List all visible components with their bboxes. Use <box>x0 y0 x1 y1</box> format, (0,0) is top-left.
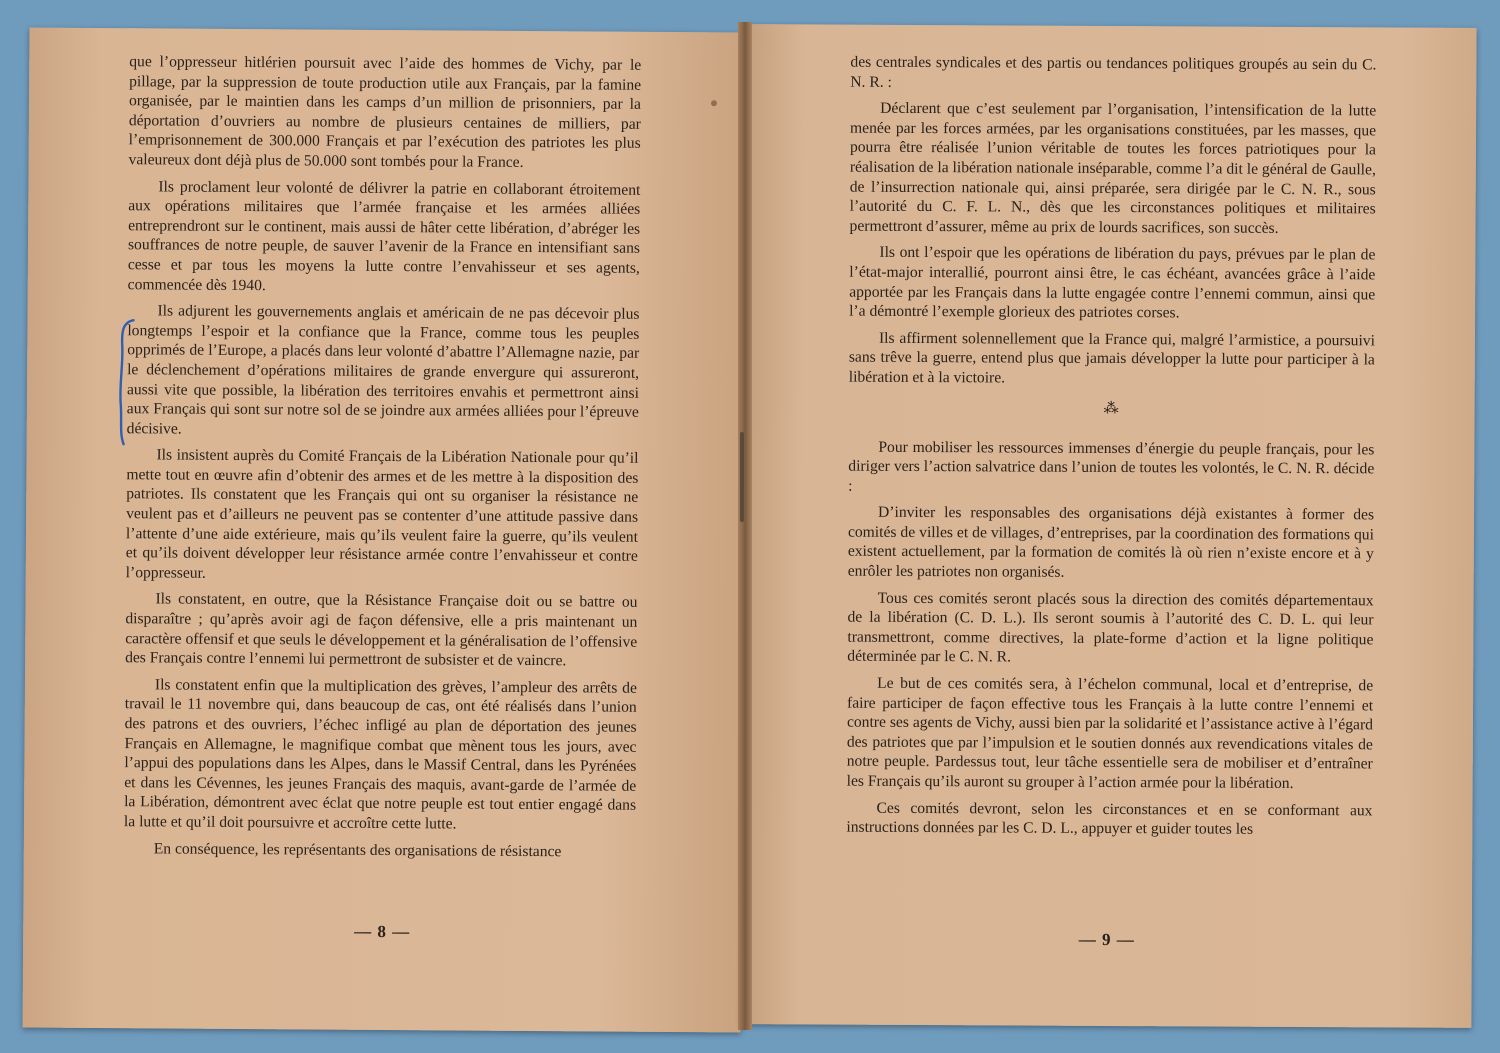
paragraph: Ils proclament leur volonté de délivrer la patrie en collaborant étroitement aux opérations militaires que l’armée française et les armées alliées entreprendront sur le continent, mais aussi de hâter cette libération, d’abréger les souffrances de notre peuple, de sauver l’avenir de la France en intensifiant sans cesse et par tous les moyens la lutte contre l’envahisseur et ses agents, commencée dès 1940. <box>127 177 641 294</box>
paragraph: Ils insistent auprès du Comité Français de la Libération Nationale pour qu’il mette tout en œuvre afin d’obtenir des armes et de les mettre à la disposition des patriotes. Ils constatent que les Français qui ont su organiser la résistance ne veulent pas et d’ailleurs ne peuvent pas se contenter d’une attitude passive dans l’attente d’une aide extérieure, mais qu’ils veulent faire la guerre, qu’ils veulent et qu’ils doivent développer leur résistance armée contre l’envahisseur et contre l’oppresseur. <box>125 446 639 582</box>
paragraph: Ils affirment solennellement que la France qui, malgré l’armistice, a poursuivi sans trêve la guerre, entend plus que jamais développer la lutte pour participer à la libération et à la victoire. <box>848 329 1376 387</box>
left-page <box>23 28 748 1033</box>
right-page-text <box>846 53 1376 848</box>
open-booklet <box>26 22 1474 1022</box>
paragraph: Pour mobiliser les ressources immenses d’énergie du peuple français, pour les diriger vers l’action salvatrice dans l’union de toutes les volontés, le C. N. R. décide : <box>848 438 1375 495</box>
paragraph: Tous ces comités seront placés sous la direction des comités départementaux de la libération (C. D. L.). Ils seront soumis à l’autorité des C. D. L. qui leur transmettront, comme directives, la plate-forme d’action et la ligne politique déterminée par le C. N. R. <box>847 589 1374 666</box>
right-page <box>741 24 1476 1028</box>
booklet-spine <box>738 22 752 1030</box>
paragraph: des centrales syndicales et des partis ou tendances politiques groupés au sein du C. N. R. : <box>850 53 1377 91</box>
paragraph: que l’oppresseur hitlérien poursuit avec l’aide des hommes de Vichy, par le pillage, par la suppression de toute production utile aux Français, par la famine organisée, par le maintien dans les camps d’un million de prisonniers, par la déportation d’ouvriers au nombre de plusieurs centaines de milliers, par l’emprisonnement de 300.000 Français et par l’exécution des patriotes les plus valeureux dont déjà plus de 50.000 sont tombés pour la France. <box>128 53 642 171</box>
paragraph: Ils adjurent les gouvernements anglais et américain de ne pas décevoir plus longtemps l’espoir et la confiance que la France, comme tous les peuples opprimés de l’Europe, a placés dans leur volonté d’abattre l’Allemagne nazie, par le déclenchement d’opérations militaires de grande envergure qui assureront, aussi vite que possible, la libération des territoires envahis et permettront ainsi aux Français qui sont sur notre sol de se joindre aux armées alliées pour l’épreuve décisive. <box>126 302 640 438</box>
left-page-text <box>124 52 642 869</box>
page-number: — 8 — <box>354 921 411 942</box>
punch-hole <box>711 100 717 106</box>
staple <box>740 432 744 522</box>
paragraph: En conséquence, les représentants des organisations de résistance <box>153 839 562 860</box>
asterism-ornament: ⁂ <box>1103 400 1120 417</box>
paragraph: Le but de ces comités sera, à l’échelon communal, local et d’entreprise, de faire participer de façon effective tous les Français à la lutte contre l’ennemi et contre ses agents de Vichy, aussi bien par la solidarité et l’assistance active à l’égard des patriotes que par l’impulsion et le soutien donnés aux revendications vitales de notre peuple. Pardessus tout, leur tâche essentielle sera de mobiliser et d’entraîner les Français qu’ils auront su grouper à l’action armée pour la libération. <box>846 674 1374 792</box>
paragraph: D’inviter les responsables des organisations déjà existantes à former des comités de villes et de villages, d’entreprises, par la coordination des formations qui existent actuellement, par la formation de comités là où rien n’existe encore et à y enrôler les patriotes non organisés. <box>847 504 1375 581</box>
paragraph: Déclarent que c’est seulement par l’organisation, l’intensification de la lutte menée par les forces armées, par les organisations constituées, par les masses, que pourra être réalisée l’union véritable de toutes les forces patriotiques pour la réalisation de la libération nationale inséparable, comme l’a dit le général de Gaulle, de l’insurrection nationale qui, ainsi préparée, sera dirigée par le C. N. R., sous l’autorité du C. F. L. N., dès que les circonstances politiques et militaires permettront d’assurer, même au prix de lourds sacrifices, son succès. <box>849 99 1377 237</box>
paragraph: Ils constatent enfin que la multiplication des grèves, l’ampleur des arrêts de travail le 11 novembre qui, dans beaucoup de cas, ont été réalisés dans l’union des patrons et des ouvriers, l’échec infligé au plan de déportation des jeunes Français en Allemagne, le magnifique combat que mènent tous les jours, avec l’appui des populations dans les Alpes, dans le Massif Central, dans les Pyrénées et dans les Cévennes, les jeunes Français des maquis, avant-garde de l’armée de la Libération, démontrent avec éclat que notre peuple est tout entier engagé dans la lutte et qu’il doit poursuivre et accroître cette lutte. <box>123 676 637 833</box>
page-number: — 9 — <box>1078 929 1135 950</box>
paragraph: Ils ont l’espoir que les opérations de libération du pays, prévues par le plan de l’état-major interallié, pourront ainsi être, le cas échéant, avancées grâce à l’aide apportée par les Français dans la lutte engagée contre l’ennemi commun, ainsi que l’a démontré l’exemple glorieux des patriotes corses. <box>849 244 1376 322</box>
paragraph: Ces comités devront, selon les circonstances et en se conformant aux instructions données par les C. D. L., appuyer et guider toutes les <box>846 799 1373 838</box>
paragraph: Ils constatent, en outre, que la Résistance Française doit ou se battre ou disparaître ; qu’après avoir agi de façon défensive, elle a pris maintenant un caractère offensif et que seuls le développement et la généralisation de l’offensive des Français contre l’ennemi lui permettront de subsister et de vaincre. <box>125 590 638 670</box>
